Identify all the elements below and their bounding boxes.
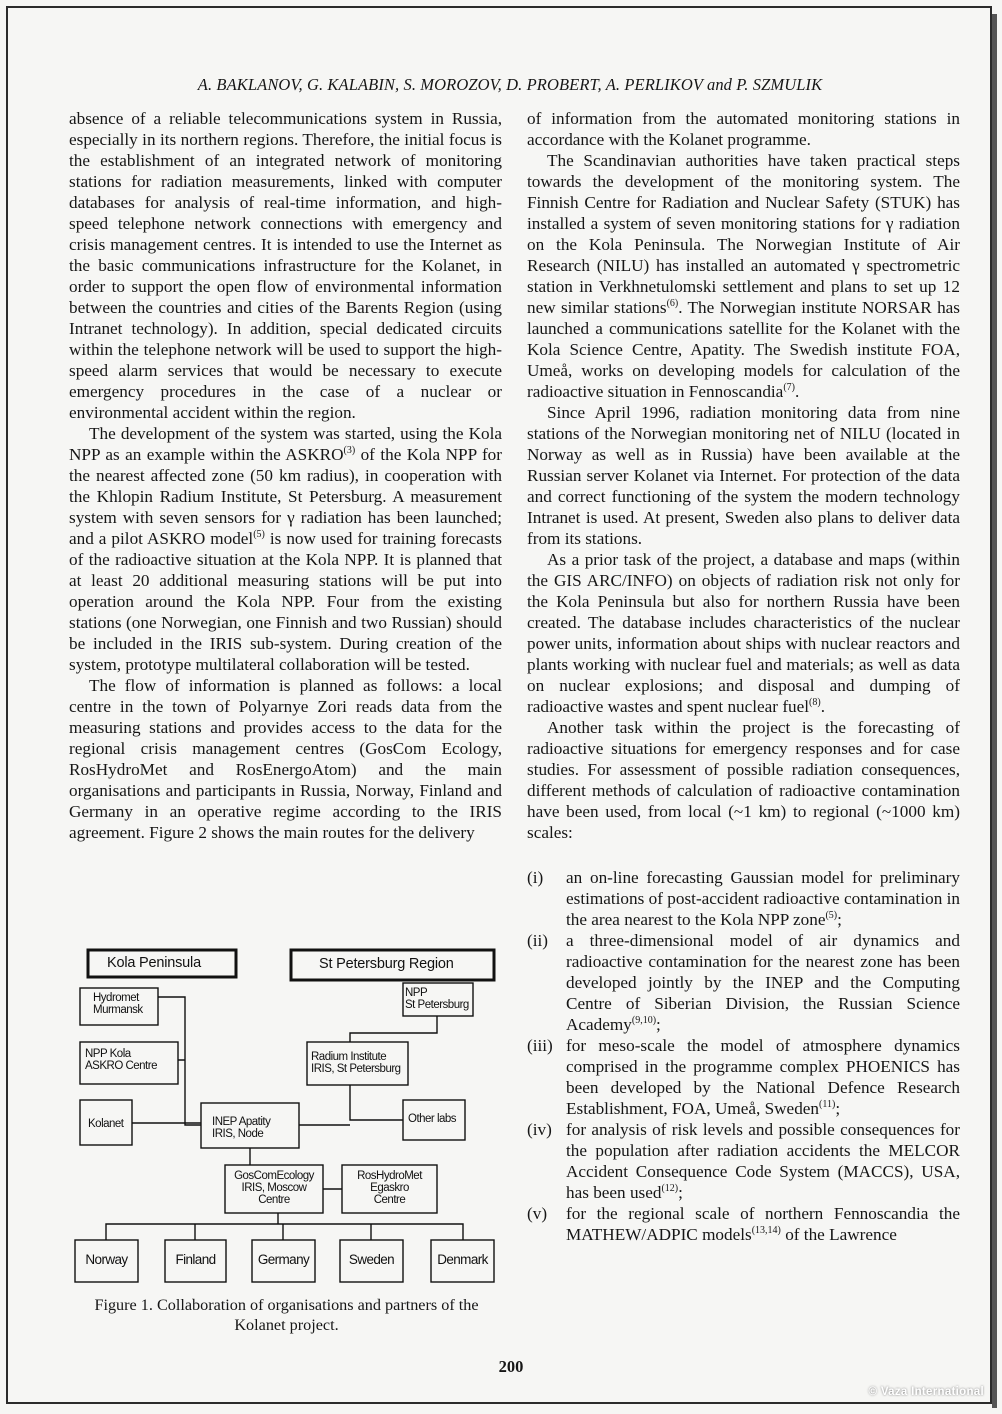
label-kola-peninsula: Kola Peninsula	[107, 955, 201, 971]
connector	[350, 1016, 437, 1042]
citation: (7)	[783, 382, 795, 393]
connector	[158, 997, 201, 1125]
citation: (3)	[343, 445, 356, 456]
label-npp-stp: NPP St Petersburg	[405, 987, 469, 1011]
list-item: (ii) a three-dimensional model of air dynamics and radioactive contamination for the nearest zone has been developed jointly by the INEP and the Computing Centre of Siberian Division, the Russian Science Academy$^{(9,10)}$;	[527, 931, 960, 1034]
citation: (9,10)	[631, 1015, 657, 1026]
label-stpete-region: St Petersburg Region	[319, 956, 454, 972]
label-inep: INEP Apatity IRIS, Node	[212, 1116, 271, 1140]
citation: (13,14)	[751, 1225, 781, 1236]
list-item: (v) for the regional scale of northern Fennoscandia the MATHEW/ADPIC models$^{(13,14)}$ of the Lawrence	[527, 1204, 960, 1244]
paragraph: absence of a reliable telecommunications system in Russia, especially in its northern regions. Therefore, the initial focus is the establishment of an integrated network of monitoring stations for radiation measurements, linked with computer databases for analysis of real-time information, and high-speed telephone network connections with emergency and crisis management centres. It is intended to use the Internet as the basic communications infrastructure for the Kolanet, in order to support the open flow of environmental information between the countries and cities of the Barents Region (using Intranet technology). In addition, special dedicated circuits within the telephone network will be used to support the high-speed alarm services that would be necessary to execute emergency procedures in the case of a nuclear or environmental accident within the region.	[69, 109, 502, 422]
watermark: © Vaza International	[868, 1386, 984, 1398]
citation: (8)	[809, 697, 821, 708]
label-norway: Norway	[85, 1252, 128, 1267]
citation: (12)	[661, 1183, 679, 1194]
right-column	[527, 108, 960, 1245]
paragraph: Another task within the project is the forecasting of radioactive situations for emergency responses and for case studies. For assessment of possible radiation consequences, different methods of calculation of radioactive contamination have been used, from local (~1 km) to regional (~1000 km) scales:	[527, 718, 960, 842]
citation: (5)	[825, 910, 838, 921]
label-denmark: Denmark	[437, 1252, 488, 1267]
label-goscom: GosComEcology IRIS, Moscow Centre	[234, 1170, 314, 1206]
citation: (11)	[819, 1099, 836, 1110]
connector	[350, 1085, 403, 1120]
label-hydromet: Hydromet Murmansk	[93, 992, 143, 1016]
connector	[106, 1213, 463, 1240]
label-kolanet: Kolanet	[88, 1118, 124, 1130]
citation: (5)	[253, 529, 265, 540]
running-head: A. BAKLANOV, G. KALABIN, S. MOROZOV, D. PROBERT, A. PERLIKOV and P. SZMULIK	[197, 75, 823, 94]
paragraph: The flow of information is planned as follows: a local centre in the town of Polyarnye Zori reads data from the measuring stations and provides access to the data for the regional crisis management centres (GosCom Ecology, RosHydroMet and RosEnergoAtom) and the main organisations and participants in Russia, Norway, Finland and Germany in an operative regime according to the IRIS agreement. Figure 2 shows the main routes for the delivery	[69, 676, 502, 842]
figure-1	[68, 940, 508, 1300]
label-sweden: Sweden	[348, 1252, 395, 1267]
paragraph: As a prior task of the project, a database and maps (within the GIS ARC/INFO) on objects of radiation risk not only for the Kola Peninsula but also for northern Russia have been created. The database includes characteristics of the nuclear power units, information about ships with nuclear reactors and plants working with nuclear fuel and materials; as well as data on nuclear explosions; and disposal and dumping of radioactive wastes and spent nuclear fuel$^{(8)}$.	[527, 550, 960, 716]
label-npp-kola: NPP Kola ASKRO Centre	[85, 1048, 157, 1072]
list-item: (iii) for meso-scale the model of atmosphere dynamics comprised in the programme complex PHOENICS has been developed by the National Defence Research Establishment, FOA, Umeå, Sweden$^{(11)}$;	[527, 1036, 960, 1118]
model-list	[527, 867, 960, 1245]
label-roshydro: RosHydroMet Egaskro Centre	[357, 1170, 422, 1206]
label-radium: Radium Institute IRIS, St Petersburg	[311, 1051, 401, 1075]
label-other-labs: Other labs	[408, 1113, 457, 1125]
page-number: 200	[498, 1357, 524, 1376]
list-item: (i) an on-line forecasting Gaussian model for preliminary estimations of post-accident radioactive contamination in the area nearest to the Kola NPP zone$^{(5)}$;	[527, 868, 960, 929]
label-finland: Finland	[175, 1252, 216, 1267]
citation: (6)	[666, 298, 679, 309]
figure-caption: Figure 1. Collaboration of organisations and partners of the Kolanet project.	[94, 1296, 479, 1334]
label-germany: Germany	[257, 1252, 310, 1267]
paragraph: Since April 1996, radiation monitoring data from nine stations of the Norwegian monitoring net of NILU (located in Norway as well as in Russia) have been available at the Russian server Kolanet via Internet. For protection of the data and correct functioning of the system the modern technology Intranet is used. At present, Sweden also plans to deliver data from its stations.	[527, 403, 960, 548]
paragraph: of information from the automated monitoring stations in accordance with the Kolanet programme.	[527, 109, 960, 149]
paragraph: The Scandinavian authorities have taken practical steps towards the development of the monitoring system. The Finnish Centre for Radiation and Nuclear Safety (STUK) has installed a system of seven monitoring stations for γ radiation on the Kola Peninsula. The Norwegian Institute of Air Research (NILU) has installed an automated γ spectrometric station in Verkhnetulomski settlement and plans to set up 12 new similar stations$^{(6)}$. The Norwegian institute NORSAR has launched a communications satellite for the Kolanet with the Kola Science Centre, Apatity. The Swedish institute FOA, Umeå, works on developing models for calculation of the radioactive situation in Fennoscandia$^{(7)}$.	[527, 151, 960, 401]
list-item: (iv) for analysis of risk levels and possible consequences for the population after radiation accidents the MELCOR Accident Consequence Code System (MACCS), USA, has been used$^{(12)}$;	[527, 1120, 960, 1202]
paragraph: The development of the system was started, using the Kola NPP as an example within the ASKRO$^{(3)}$ of the Kola NPP for the nearest affected zone (50 km radius), in cooperation with the Khlopin Radium Institute, St Petersburg. A measurement system with seven sensors for γ radiation has been launched; and a pilot ASKRO model$^{(5)}$ is now used for training forecasts of the radioactive situation at the Kola NPP. It is planned that at least 20 additional measuring stations will be put into operation around the Kola NPP. Four from the existing stations (one Norwegian, one Finnish and two Russian) should be included in the IRIS sub-system. During creation of the system, prototype multilateral collaboration will be tested.	[69, 424, 503, 674]
left-column	[69, 108, 502, 843]
